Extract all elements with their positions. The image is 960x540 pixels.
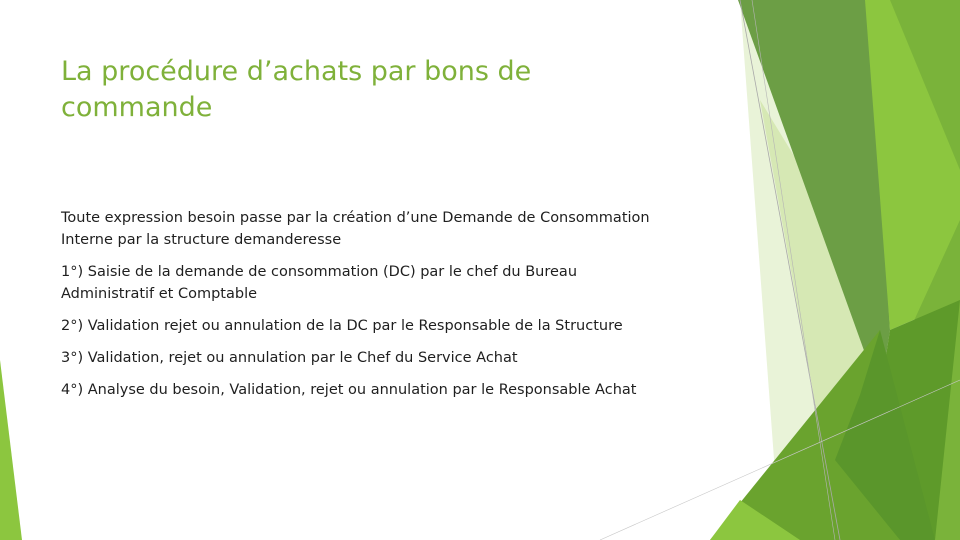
title-line-2: commande (61, 92, 213, 123)
facet-left-sliver (0, 360, 22, 540)
slide-title (61, 54, 701, 126)
paragraph-line: Toute expression besoin passe par la création d’une Demande de Consommation (61, 210, 650, 226)
paragraph-intro (61, 207, 741, 251)
paragraph-line: 2°) Validation rejet ou annulation de la DC par le Responsable de la Structure (61, 318, 623, 334)
slide-body (61, 207, 741, 411)
paragraph-step-4 (61, 379, 741, 401)
title-line-1: La procédure d’achats par bons de (61, 56, 532, 87)
paragraph-line: 3°) Validation, rejet ou annulation par le Chef du Service Achat (61, 350, 518, 366)
paragraph-step-1 (61, 261, 741, 305)
paragraph-line: 1°) Saisie de la demande de consommation (DC) par le chef du Bureau (61, 264, 578, 280)
paragraph-line: 4°) Analyse du besoin, Validation, rejet ou annulation par le Responsable Achat (61, 382, 637, 398)
paragraph-step-3 (61, 347, 741, 369)
paragraph-line: Administratif et Comptable (61, 286, 258, 302)
paragraph-line: Interne par la structure demanderesse (61, 232, 342, 248)
paragraph-step-2 (61, 315, 741, 337)
